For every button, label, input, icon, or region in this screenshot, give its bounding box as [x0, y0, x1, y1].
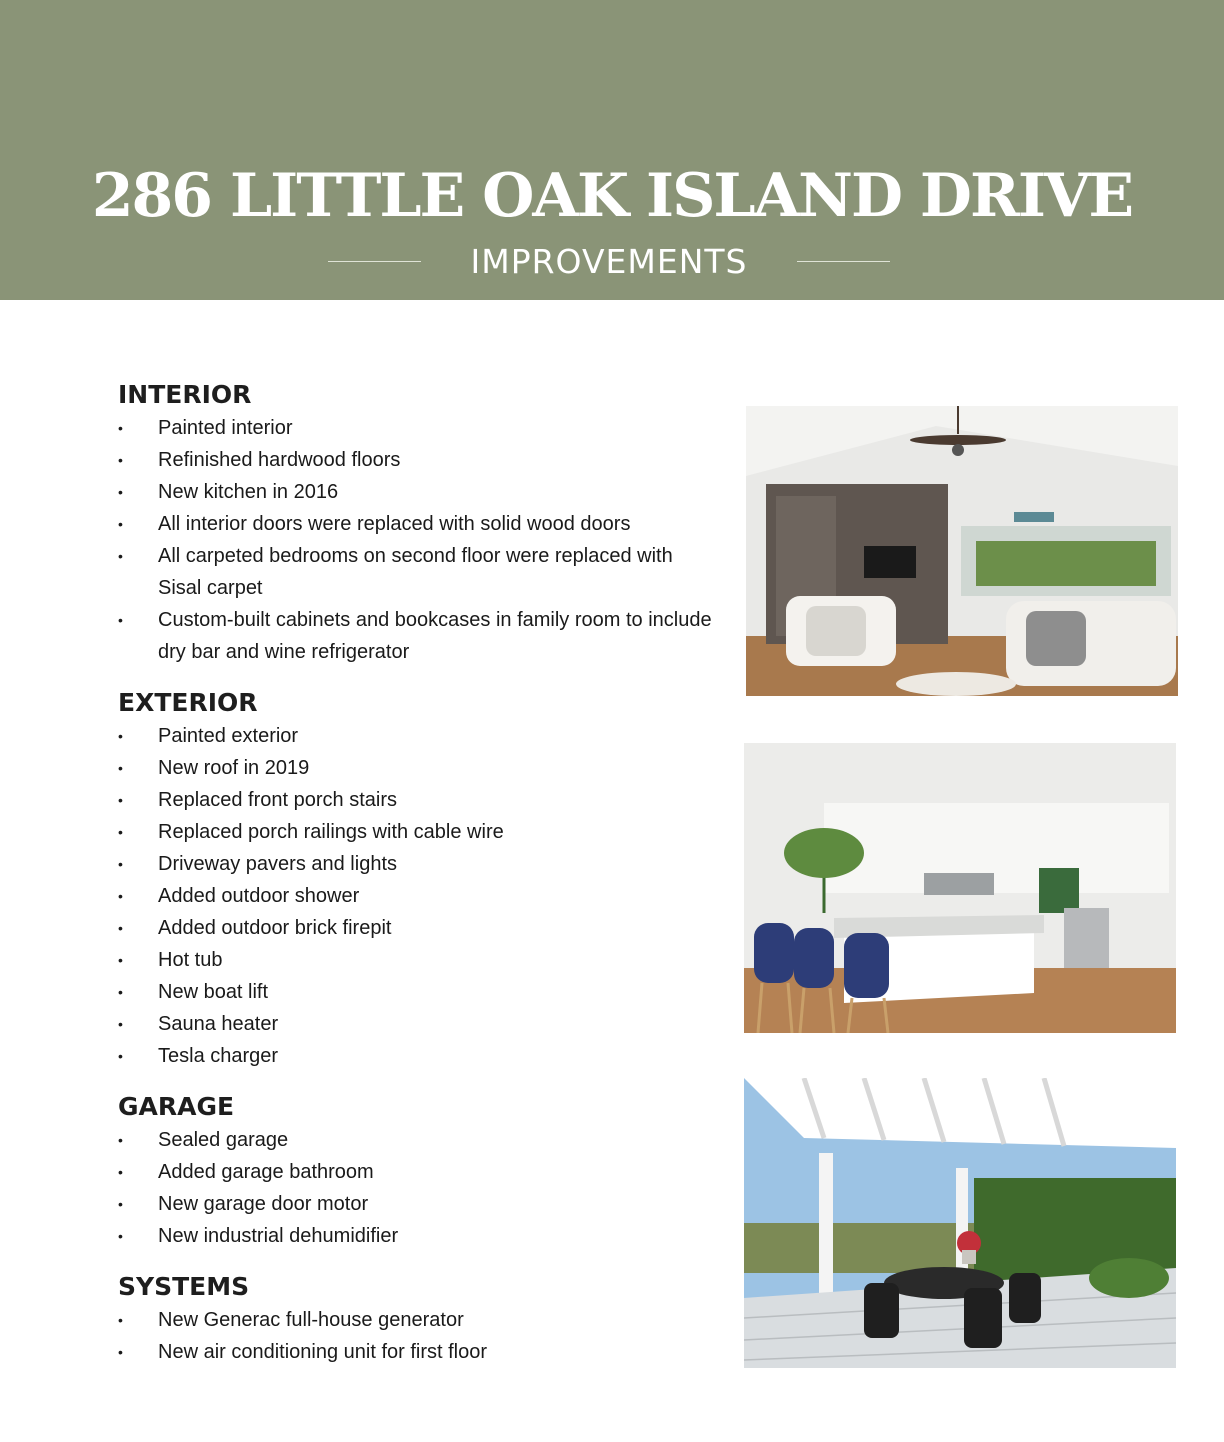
section-exterior: [118, 686, 718, 1072]
list-item: • Added outdoor shower: [118, 880, 718, 912]
section-heading: GARAGE: [118, 1092, 235, 1121]
list-item: • All carpeted bedrooms on second floor were replaced with Sisal carpet: [118, 540, 718, 604]
list-item: • New kitchen in 2016: [118, 476, 718, 508]
page-subtitle: IMPROVEMENTS: [470, 242, 748, 281]
section-heading: INTERIOR: [118, 380, 252, 409]
list-item: • New roof in 2019: [118, 752, 718, 784]
bullet-list: [118, 720, 718, 1072]
section-garage: [118, 1090, 718, 1252]
list-item: • Sauna heater: [118, 1008, 718, 1040]
list-item: • Sealed garage: [118, 1124, 718, 1156]
bullet-list: [118, 412, 718, 668]
porch-photo: [744, 1078, 1176, 1368]
subtitle-divider-right: [797, 261, 890, 262]
section-heading: SYSTEMS: [118, 1272, 250, 1301]
list-item: • Added outdoor brick firepit: [118, 912, 718, 944]
subtitle-divider-left: [328, 261, 421, 262]
list-item: • Painted interior: [118, 412, 718, 444]
section-interior: [118, 378, 718, 668]
list-item: • New boat lift: [118, 976, 718, 1008]
list-item: • All interior doors were replaced with solid wood doors: [118, 508, 718, 540]
list-item: • Replaced front porch stairs: [118, 784, 718, 816]
subtitle-row: [0, 240, 1224, 284]
list-item: • Replaced porch railings with cable wire: [118, 816, 718, 848]
list-item: • New industrial dehumidifier: [118, 1220, 718, 1252]
kitchen-photo: [744, 743, 1176, 1033]
improvements-list: [118, 378, 718, 1386]
list-item: • Tesla charger: [118, 1040, 718, 1072]
list-item: • Driveway pavers and lights: [118, 848, 718, 880]
list-item: • New air conditioning unit for first floor: [118, 1336, 718, 1368]
list-item: • New Generac full-house generator: [118, 1304, 718, 1336]
section-heading: EXTERIOR: [118, 688, 258, 717]
list-item: • Custom-built cabinets and bookcases in family room to include dry bar and wine refrigerator: [118, 604, 718, 668]
list-item: • New garage door motor: [118, 1188, 718, 1220]
list-item: • Refinished hardwood floors: [118, 444, 718, 476]
bullet-list: [118, 1124, 718, 1252]
page-title: 286 LITTLE OAK ISLAND DRIVE: [91, 161, 1133, 231]
list-item: • Painted exterior: [118, 720, 718, 752]
living-room-photo: [746, 406, 1178, 696]
header-banner: [0, 0, 1224, 300]
section-systems: [118, 1270, 718, 1368]
list-item: • Added garage bathroom: [118, 1156, 718, 1188]
bullet-list: [118, 1304, 718, 1368]
list-item: • Hot tub: [118, 944, 718, 976]
